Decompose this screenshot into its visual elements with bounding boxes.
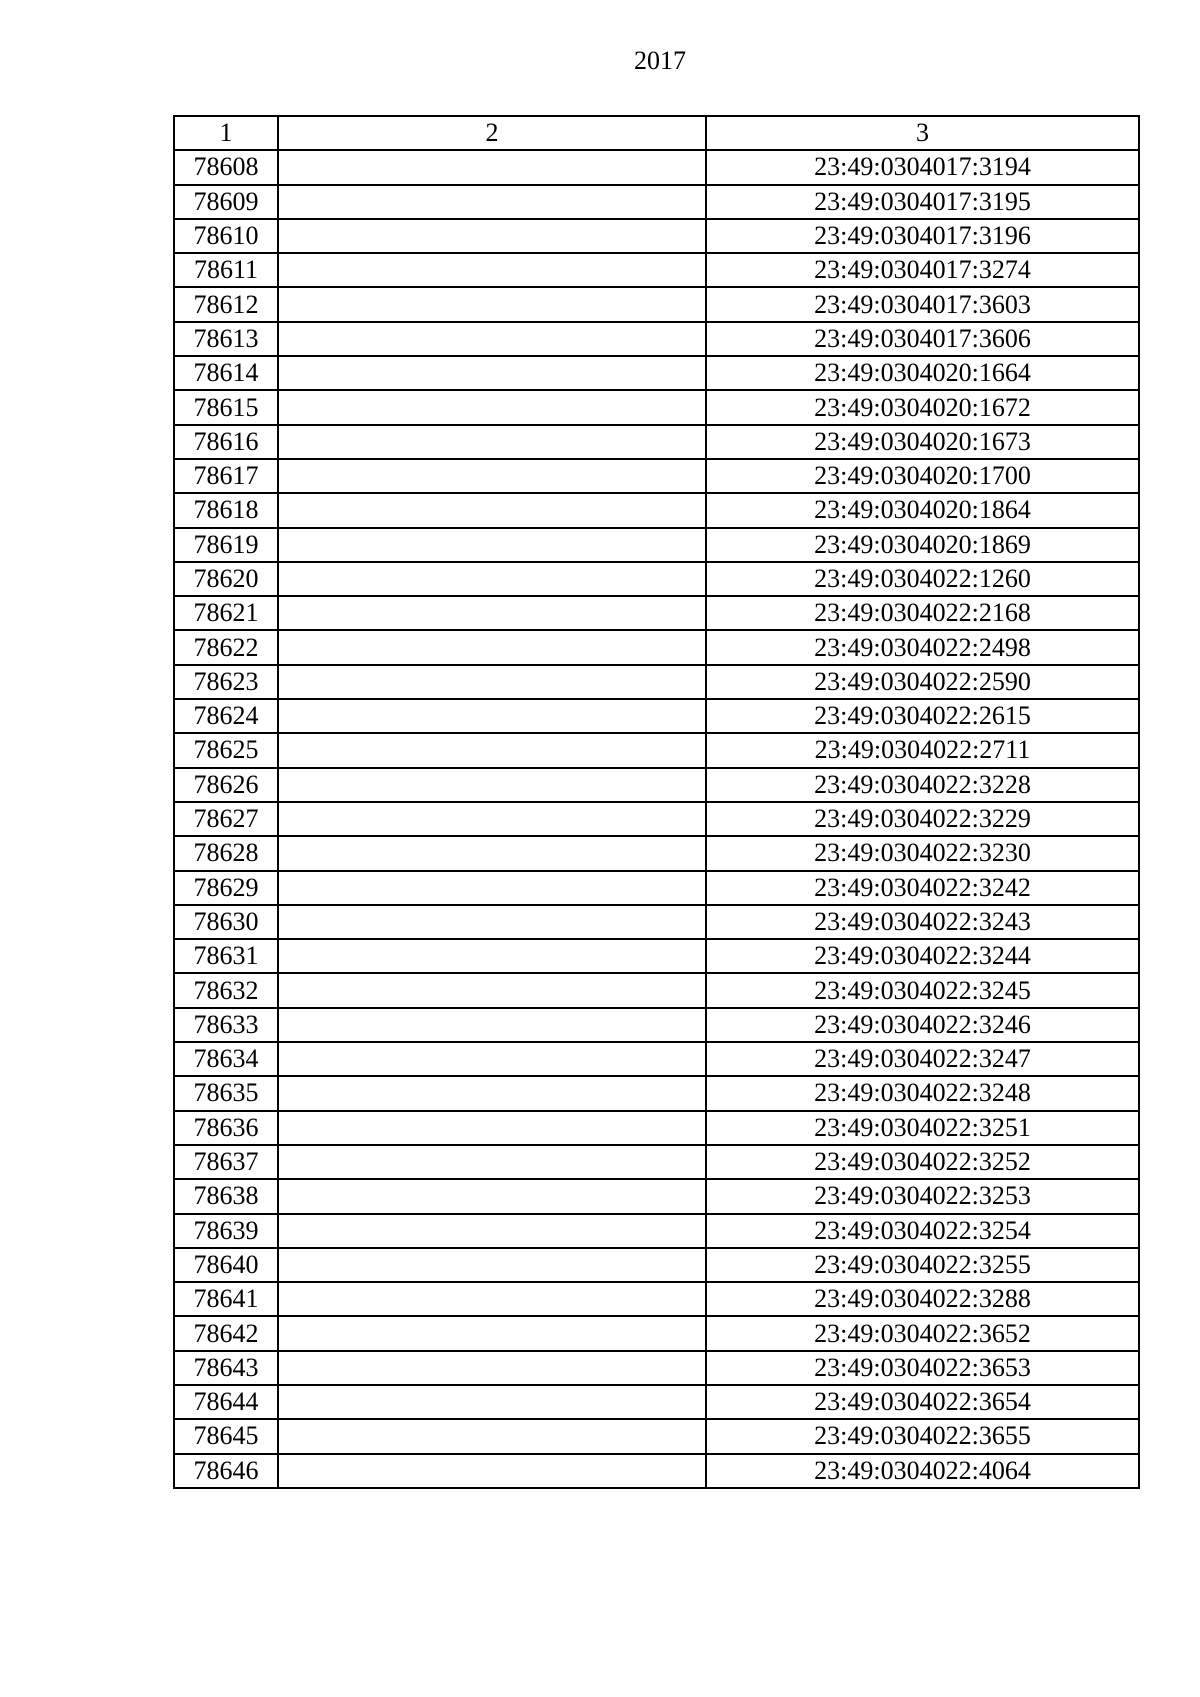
description-cell bbox=[278, 802, 706, 836]
table-row bbox=[174, 699, 1139, 733]
row-number-cell: 78617 bbox=[174, 459, 278, 493]
table-row bbox=[174, 219, 1139, 253]
description-cell bbox=[278, 1008, 706, 1042]
description-cell bbox=[278, 1214, 706, 1248]
cadastral-number-cell: 23:49:0304022:3243 bbox=[706, 905, 1139, 939]
description-cell bbox=[278, 1385, 706, 1419]
table-row bbox=[174, 253, 1139, 287]
cadastral-number-cell: 23:49:0304022:2168 bbox=[706, 596, 1139, 630]
description-cell bbox=[278, 665, 706, 699]
cadastral-number-cell: 23:49:0304022:3245 bbox=[706, 973, 1139, 1007]
table-body bbox=[174, 150, 1139, 1488]
row-number-cell: 78634 bbox=[174, 1042, 278, 1076]
row-number-cell: 78630 bbox=[174, 905, 278, 939]
table-row bbox=[174, 493, 1139, 527]
cadastral-number-cell: 23:49:0304020:1700 bbox=[706, 459, 1139, 493]
cadastral-number-cell: 23:49:0304022:3247 bbox=[706, 1042, 1139, 1076]
row-number-cell: 78633 bbox=[174, 1008, 278, 1042]
table-row bbox=[174, 1316, 1139, 1350]
row-number-cell: 78632 bbox=[174, 973, 278, 1007]
cadastral-number-cell: 23:49:0304017:3606 bbox=[706, 322, 1139, 356]
table-row bbox=[174, 733, 1139, 767]
table-row bbox=[174, 1179, 1139, 1213]
cadastral-number-cell: 23:49:0304022:3252 bbox=[706, 1145, 1139, 1179]
cadastral-number-cell: 23:49:0304022:2615 bbox=[706, 699, 1139, 733]
table-row bbox=[174, 528, 1139, 562]
table-row bbox=[174, 1419, 1139, 1453]
column-header-2: 2 bbox=[278, 116, 706, 150]
cadastral-number-cell: 23:49:0304017:3195 bbox=[706, 185, 1139, 219]
row-number-cell: 78638 bbox=[174, 1179, 278, 1213]
cadastral-number-cell: 23:49:0304022:4064 bbox=[706, 1454, 1139, 1488]
cadastral-number-cell: 23:49:0304022:3288 bbox=[706, 1282, 1139, 1316]
table-row bbox=[174, 1385, 1139, 1419]
table-row bbox=[174, 1248, 1139, 1282]
cadastral-number-cell: 23:49:0304022:3254 bbox=[706, 1214, 1139, 1248]
description-cell bbox=[278, 150, 706, 184]
cadastral-number-cell: 23:49:0304017:3274 bbox=[706, 253, 1139, 287]
table-row bbox=[174, 768, 1139, 802]
cadastral-number-cell: 23:49:0304022:2711 bbox=[706, 733, 1139, 767]
row-number-cell: 78610 bbox=[174, 219, 278, 253]
cadastral-number-cell: 23:49:0304022:2590 bbox=[706, 665, 1139, 699]
row-number-cell: 78612 bbox=[174, 287, 278, 321]
cadastral-number-cell: 23:49:0304017:3196 bbox=[706, 219, 1139, 253]
table-row bbox=[174, 1145, 1139, 1179]
table-row bbox=[174, 562, 1139, 596]
table-row bbox=[174, 185, 1139, 219]
table-row bbox=[174, 596, 1139, 630]
table-row bbox=[174, 973, 1139, 1007]
description-cell bbox=[278, 1248, 706, 1282]
row-number-cell: 78613 bbox=[174, 322, 278, 356]
row-number-cell: 78640 bbox=[174, 1248, 278, 1282]
table-header bbox=[174, 116, 1139, 150]
table-row bbox=[174, 150, 1139, 184]
row-number-cell: 78620 bbox=[174, 562, 278, 596]
column-header-1: 1 bbox=[174, 116, 278, 150]
cadastral-number-cell: 23:49:0304022:3230 bbox=[706, 836, 1139, 870]
description-cell bbox=[278, 596, 706, 630]
row-number-cell: 78639 bbox=[174, 1214, 278, 1248]
row-number-cell: 78618 bbox=[174, 493, 278, 527]
description-cell bbox=[278, 939, 706, 973]
row-number-cell: 78629 bbox=[174, 871, 278, 905]
description-cell bbox=[278, 905, 706, 939]
description-cell bbox=[278, 322, 706, 356]
cadastral-number-cell: 23:49:0304022:3253 bbox=[706, 1179, 1139, 1213]
row-number-cell: 78625 bbox=[174, 733, 278, 767]
row-number-cell: 78626 bbox=[174, 768, 278, 802]
description-cell bbox=[278, 733, 706, 767]
table-row bbox=[174, 356, 1139, 390]
cadastral-number-cell: 23:49:0304022:3248 bbox=[706, 1076, 1139, 1110]
row-number-cell: 78614 bbox=[174, 356, 278, 390]
description-cell bbox=[278, 1282, 706, 1316]
cadastral-number-cell: 23:49:0304022:3652 bbox=[706, 1316, 1139, 1350]
cadastral-number-cell: 23:49:0304022:3246 bbox=[706, 1008, 1139, 1042]
description-cell bbox=[278, 1076, 706, 1110]
row-number-cell: 78628 bbox=[174, 836, 278, 870]
cadastral-number-cell: 23:49:0304022:3242 bbox=[706, 871, 1139, 905]
cadastral-number-cell: 23:49:0304022:3229 bbox=[706, 802, 1139, 836]
column-header-3: 3 bbox=[706, 116, 1139, 150]
description-cell bbox=[278, 1351, 706, 1385]
table-row bbox=[174, 1351, 1139, 1385]
table-row bbox=[174, 939, 1139, 973]
description-cell bbox=[278, 528, 706, 562]
description-cell bbox=[278, 1419, 706, 1453]
cadastral-number-cell: 23:49:0304017:3603 bbox=[706, 287, 1139, 321]
row-number-cell: 78624 bbox=[174, 699, 278, 733]
row-number-cell: 78621 bbox=[174, 596, 278, 630]
table-row bbox=[174, 322, 1139, 356]
row-number-cell: 78611 bbox=[174, 253, 278, 287]
row-number-cell: 78643 bbox=[174, 1351, 278, 1385]
table-row bbox=[174, 1214, 1139, 1248]
cadastral-number-cell: 23:49:0304022:3244 bbox=[706, 939, 1139, 973]
cadastral-number-cell: 23:49:0304020:1869 bbox=[706, 528, 1139, 562]
cadastral-number-cell: 23:49:0304022:3255 bbox=[706, 1248, 1139, 1282]
row-number-cell: 78636 bbox=[174, 1111, 278, 1145]
description-cell bbox=[278, 219, 706, 253]
description-cell bbox=[278, 493, 706, 527]
description-cell bbox=[278, 1145, 706, 1179]
row-number-cell: 78631 bbox=[174, 939, 278, 973]
cadastral-number-cell: 23:49:0304022:3251 bbox=[706, 1111, 1139, 1145]
description-cell bbox=[278, 1179, 706, 1213]
description-cell bbox=[278, 836, 706, 870]
description-cell bbox=[278, 1042, 706, 1076]
row-number-cell: 78609 bbox=[174, 185, 278, 219]
table-row bbox=[174, 836, 1139, 870]
table-row bbox=[174, 1111, 1139, 1145]
description-cell bbox=[278, 390, 706, 424]
cadastral-number-cell: 23:49:0304017:3194 bbox=[706, 150, 1139, 184]
description-cell bbox=[278, 973, 706, 1007]
cadastral-number-cell: 23:49:0304022:3654 bbox=[706, 1385, 1139, 1419]
description-cell bbox=[278, 630, 706, 664]
description-cell bbox=[278, 287, 706, 321]
row-number-cell: 78622 bbox=[174, 630, 278, 664]
table-row bbox=[174, 1282, 1139, 1316]
table-row bbox=[174, 871, 1139, 905]
row-number-cell: 78641 bbox=[174, 1282, 278, 1316]
description-cell bbox=[278, 459, 706, 493]
row-number-cell: 78616 bbox=[174, 425, 278, 459]
row-number-cell: 78644 bbox=[174, 1385, 278, 1419]
description-cell bbox=[278, 562, 706, 596]
cadastral-number-cell: 23:49:0304020:1864 bbox=[706, 493, 1139, 527]
row-number-cell: 78608 bbox=[174, 150, 278, 184]
cadastral-number-cell: 23:49:0304022:1260 bbox=[706, 562, 1139, 596]
row-number-cell: 78637 bbox=[174, 1145, 278, 1179]
cadastral-number-cell: 23:49:0304020:1672 bbox=[706, 390, 1139, 424]
table-row bbox=[174, 287, 1139, 321]
description-cell bbox=[278, 185, 706, 219]
row-number-cell: 78645 bbox=[174, 1419, 278, 1453]
cadastral-number-cell: 23:49:0304022:3655 bbox=[706, 1419, 1139, 1453]
table-row bbox=[174, 630, 1139, 664]
cadastral-number-cell: 23:49:0304022:3228 bbox=[706, 768, 1139, 802]
table-row bbox=[174, 1454, 1139, 1488]
table-row bbox=[174, 425, 1139, 459]
row-number-cell: 78623 bbox=[174, 665, 278, 699]
cadastral-number-cell: 23:49:0304020:1664 bbox=[706, 356, 1139, 390]
row-number-cell: 78615 bbox=[174, 390, 278, 424]
row-number-cell: 78642 bbox=[174, 1316, 278, 1350]
cadastral-number-cell: 23:49:0304022:3653 bbox=[706, 1351, 1139, 1385]
table-row bbox=[174, 665, 1139, 699]
table-row bbox=[174, 905, 1139, 939]
description-cell bbox=[278, 871, 706, 905]
description-cell bbox=[278, 1111, 706, 1145]
cadastral-number-cell: 23:49:0304022:2498 bbox=[706, 630, 1139, 664]
header-row bbox=[174, 116, 1139, 150]
description-cell bbox=[278, 356, 706, 390]
table-row bbox=[174, 390, 1139, 424]
row-number-cell: 78627 bbox=[174, 802, 278, 836]
row-number-cell: 78635 bbox=[174, 1076, 278, 1110]
description-cell bbox=[278, 253, 706, 287]
page-number: 2017 bbox=[634, 46, 686, 75]
row-number-cell: 78619 bbox=[174, 528, 278, 562]
cadastral-number-cell: 23:49:0304020:1673 bbox=[706, 425, 1139, 459]
table-row bbox=[174, 1076, 1139, 1110]
table-row bbox=[174, 1042, 1139, 1076]
description-cell bbox=[278, 699, 706, 733]
description-cell bbox=[278, 425, 706, 459]
row-number-cell: 78646 bbox=[174, 1454, 278, 1488]
description-cell bbox=[278, 1454, 706, 1488]
description-cell bbox=[278, 768, 706, 802]
table-row bbox=[174, 459, 1139, 493]
table-row bbox=[174, 1008, 1139, 1042]
registry-table bbox=[173, 115, 1140, 1489]
table-row bbox=[174, 802, 1139, 836]
description-cell bbox=[278, 1316, 706, 1350]
